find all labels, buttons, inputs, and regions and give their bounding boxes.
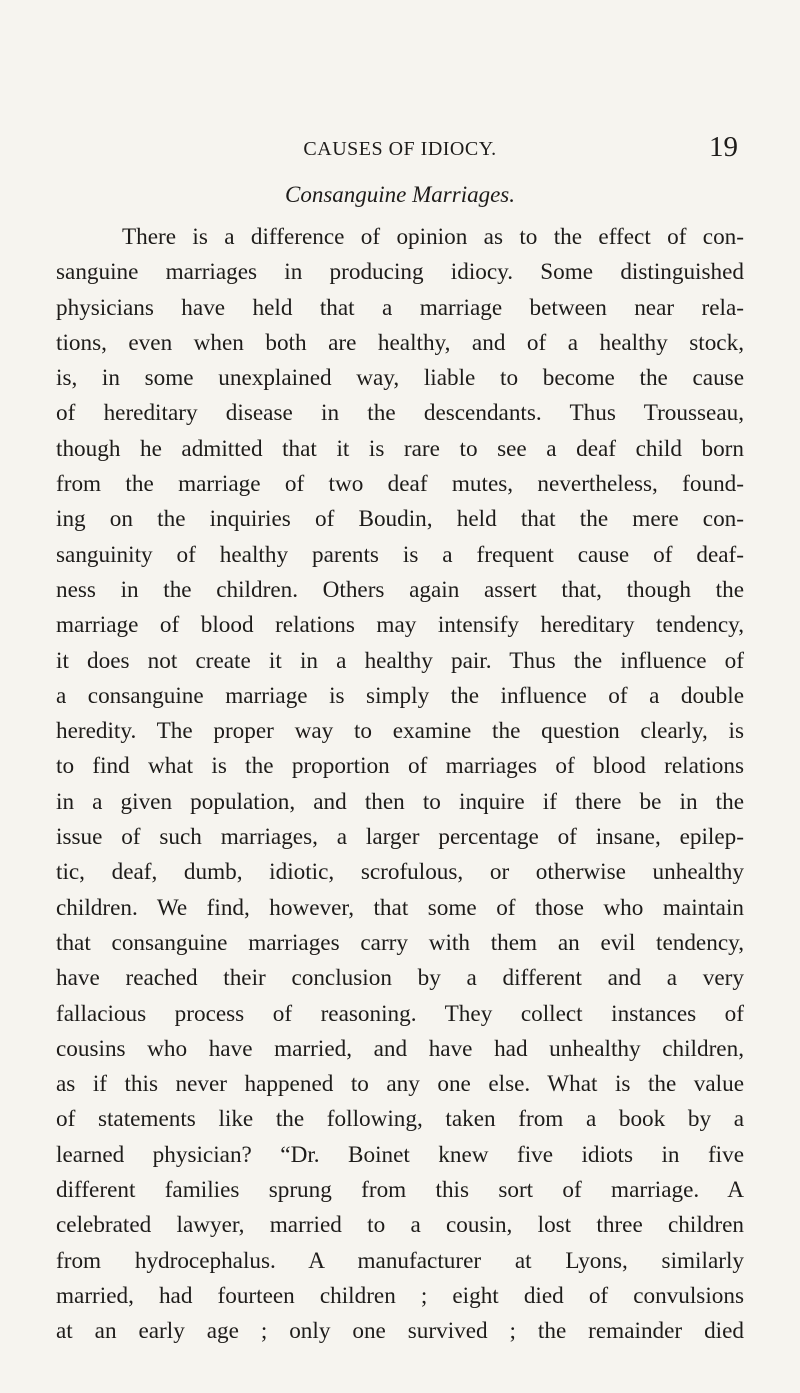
text-line: learned physician? “Dr. Boinet knew five idiots in five <box>56 1141 744 1168</box>
body-paragraph <box>56 220 744 1350</box>
page-number: 19 <box>709 131 738 163</box>
text-line: is, in some unexplained way, liable to become the cause <box>56 365 744 392</box>
text-line: tic, deaf, dumb, idiotic, scrofulous, or otherwise unhealthy <box>56 859 744 886</box>
text-line: physicians have held that a marriage between near rela- <box>56 294 744 321</box>
text-line: to find what is the proportion of marriages of blood relations <box>56 753 744 780</box>
text-line: a consanguine marriage is simply the influence of a double <box>56 682 744 709</box>
text-line: sanguine marriages in producing idiocy. Some distinguished <box>56 259 744 286</box>
text-line: marriage of blood relations may intensify hereditary tendency, <box>56 612 744 639</box>
text-line: ing on the inquiries of Boudin, held that the mere con- <box>56 506 744 533</box>
running-head <box>56 131 744 164</box>
text-line: in a given population, and then to inquire if there be in the <box>56 788 744 815</box>
text-line: children. We find, however, that some of those who maintain <box>56 894 744 921</box>
text-line: that consanguine marriages carry with them an evil tendency, <box>56 929 744 956</box>
text-line: issue of such marriages, a larger percentage of insane, epilep- <box>56 824 744 851</box>
text-line: though he admitted that it is rare to see a deaf child born <box>56 435 744 462</box>
text-line: at an early age ; only one survived ; the remainder died <box>56 1318 744 1345</box>
text-line: sanguinity of healthy parents is a frequent cause of deaf- <box>56 541 744 568</box>
running-title: CAUSES OF IDIOCY. <box>303 138 497 160</box>
text-line: different families sprung from this sort of marriage. A <box>56 1177 744 1204</box>
text-line: heredity. The proper way to examine the question clearly, is <box>56 718 744 745</box>
text-line: There is a difference of opinion as to the effect of con- <box>122 224 744 250</box>
text-line: celebrated lawyer, married to a cousin, lost three children <box>56 1212 744 1239</box>
text-line: have reached their conclusion by a different and a very <box>56 965 744 992</box>
text-line: it does not create it in a healthy pair. Thus the influence of <box>56 647 744 674</box>
text-line: from the marriage of two deaf mutes, nevertheless, found- <box>56 471 744 498</box>
text-line: ness in the children. Others again assert that, though the <box>56 576 744 603</box>
text-line: of statements like the following, taken from a book by a <box>56 1106 744 1133</box>
text-line: of hereditary disease in the descendants. Thus Trousseau, <box>56 400 744 427</box>
text-line: married, had fourteen children ; eight died of convulsions <box>56 1282 744 1309</box>
text-line: as if this never happened to any one else. What is the value <box>56 1071 744 1098</box>
text-line: fallacious process of reasoning. They collect instances of <box>56 1000 744 1027</box>
text-line: tions, even when both are healthy, and of a healthy stock, <box>56 329 744 356</box>
text-line: from hydrocephalus. A manufacturer at Lyons, similarly <box>56 1247 744 1274</box>
section-title: Consanguine Marriages. <box>285 182 515 207</box>
text-line: cousins who have married, and have had unhealthy children, <box>56 1035 744 1062</box>
